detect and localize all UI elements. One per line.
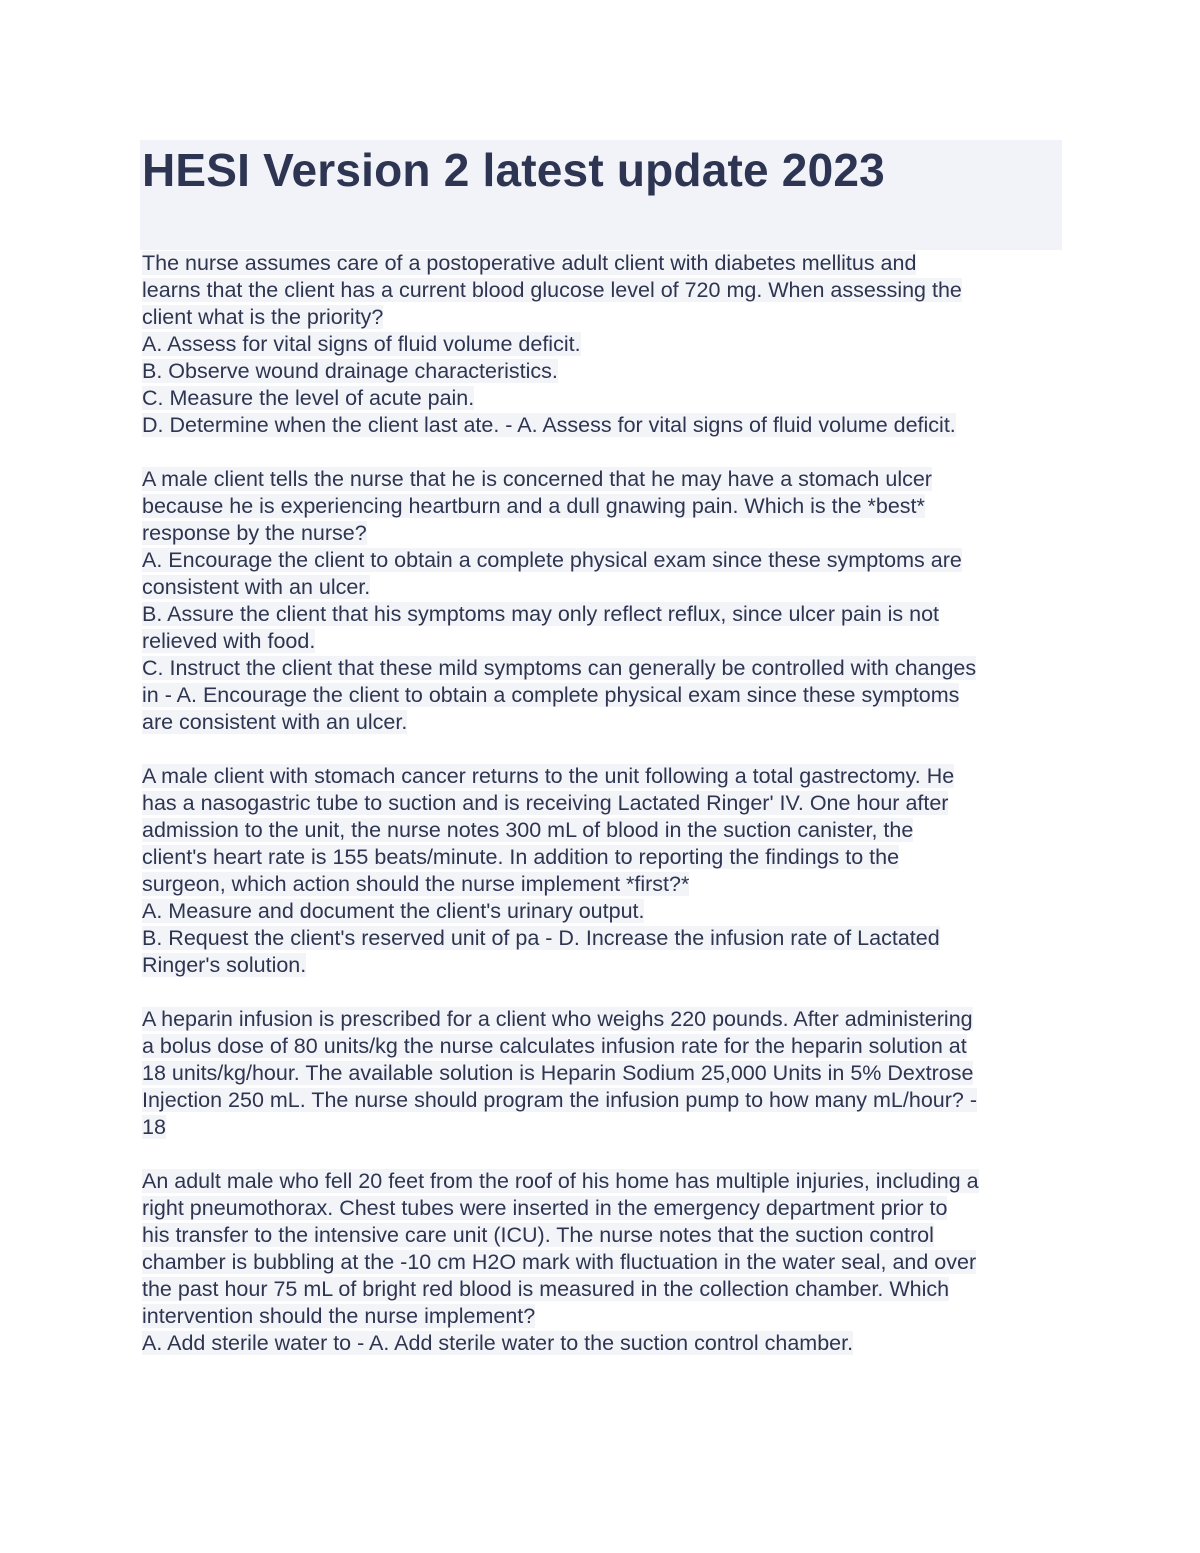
text-span: A. Assess for vital signs of fluid volume deficit.: [142, 332, 581, 356]
text-span: the past hour 75 mL of bright red blood is measured in the collection chamber. Which: [142, 1277, 950, 1301]
text-line: [142, 1114, 1062, 1141]
question-block-3: [142, 763, 1062, 979]
text-span: client what is the priority?: [142, 305, 384, 329]
text-line: [142, 358, 1062, 385]
text-span: a bolus dose of 80 units/kg the nurse calculates infusion rate for the heparin solution at: [142, 1034, 967, 1058]
text-line: [142, 547, 1062, 574]
text-line: [142, 763, 1062, 790]
text-line: [142, 1033, 1062, 1060]
text-span: right pneumothorax. Chest tubes were inserted in the emergency department prior to: [142, 1196, 948, 1220]
text-line: [142, 898, 1062, 925]
text-span: An adult male who fell 20 feet from the roof of his home has multiple injuries, including a: [142, 1169, 979, 1193]
text-span: relieved with food.: [142, 629, 316, 653]
text-span: A. Add sterile water to - A. Add sterile water to the suction control chamber.: [142, 1331, 854, 1355]
text-line: [142, 655, 1062, 682]
text-span: learns that the client has a current blood glucose level of 720 mg. When assessing the: [142, 278, 962, 302]
text-line: [142, 925, 1062, 952]
text-line: [142, 1087, 1062, 1114]
text-span: his transfer to the intensive care unit (ICU). The nurse notes that the suction control: [142, 1223, 934, 1247]
text-line: [142, 817, 1062, 844]
text-line: [142, 844, 1062, 871]
text-line: [142, 682, 1062, 709]
text-span: A male client with stomach cancer returns to the unit following a total gastrectomy. He: [142, 764, 955, 788]
text-span: chamber is bubbling at the -10 cm H2O mark with fluctuation in the water seal, and over: [142, 1250, 977, 1274]
text-line: [142, 1249, 1062, 1276]
text-span: D. Determine when the client last ate. - A. Assess for vital signs of fluid volume deficit.: [142, 413, 956, 437]
text-line: [142, 1168, 1062, 1195]
text-span: because he is experiencing heartburn and a dull gnawing pain. Which is the *best*: [142, 494, 925, 518]
text-span: intervention should the nurse implement?: [142, 1304, 536, 1328]
text-span: 18 units/kg/hour. The available solution is Heparin Sodium 25,000 Units in 5% Dextrose: [142, 1061, 974, 1085]
text-span: A male client tells the nurse that he is concerned that he may have a stomach ulcer: [142, 467, 932, 491]
text-span: A. Measure and document the client's urinary output.: [142, 899, 645, 923]
text-span: A. Encourage the client to obtain a complete physical exam since these symptoms are: [142, 548, 962, 572]
text-line: [142, 601, 1062, 628]
text-span: admission to the unit, the nurse notes 300 mL of blood in the suction canister, the: [142, 818, 914, 842]
text-span: client's heart rate is 155 beats/minute. In addition to reporting the findings to the: [142, 845, 900, 869]
text-line: [142, 871, 1062, 898]
question-block-1: [142, 250, 1062, 439]
text-span: C. Instruct the client that these mild symptoms can generally be controlled with changes: [142, 656, 977, 680]
text-line: [142, 412, 1062, 439]
text-span: Ringer's solution.: [142, 953, 307, 977]
text-line: [142, 250, 1062, 277]
text-line: [142, 628, 1062, 655]
text-line: [142, 1222, 1062, 1249]
text-span: are consistent with an ulcer.: [142, 710, 408, 734]
document-body: [142, 250, 1062, 1384]
text-line: [142, 709, 1062, 736]
question-block-4: [142, 1006, 1062, 1141]
text-line: [142, 1276, 1062, 1303]
text-line: [142, 1303, 1062, 1330]
text-line: [142, 304, 1062, 331]
question-block-2: [142, 466, 1062, 736]
text-span: C. Measure the level of acute pain.: [142, 386, 475, 410]
text-line: [142, 520, 1062, 547]
text-span: surgeon, which action should the nurse implement *first?*: [142, 872, 690, 896]
text-line: [142, 1330, 1062, 1357]
text-span: A heparin infusion is prescribed for a client who weighs 220 pounds. After administering: [142, 1007, 973, 1031]
text-span: has a nasogastric tube to suction and is receiving Lactated Ringer' IV. One hour after: [142, 791, 949, 815]
text-line: [142, 1006, 1062, 1033]
text-line: [142, 1195, 1062, 1222]
text-span: B. Assure the client that his symptoms may only reflect reflux, since ulcer pain is not: [142, 602, 940, 626]
document-title: HESI Version 2 latest update 2023: [142, 144, 885, 196]
text-span: consistent with an ulcer.: [142, 575, 371, 599]
text-line: [142, 466, 1062, 493]
text-span: B. Request the client's reserved unit of pa - D. Increase the infusion rate of Lactated: [142, 926, 940, 950]
text-span: response by the nurse?: [142, 521, 367, 545]
text-line: [142, 277, 1062, 304]
text-span: B. Observe wound drainage characteristics.: [142, 359, 558, 383]
text-line: [142, 952, 1062, 979]
question-block-5: [142, 1168, 1062, 1357]
text-line: [142, 574, 1062, 601]
text-line: [142, 493, 1062, 520]
text-line: [142, 331, 1062, 358]
text-line: [142, 1060, 1062, 1087]
text-span: Injection 250 mL. The nurse should program the infusion pump to how many mL/hour? -: [142, 1088, 977, 1112]
text-line: [142, 790, 1062, 817]
text-line: [142, 385, 1062, 412]
text-span: The nurse assumes care of a postoperative adult client with diabetes mellitus and: [142, 251, 917, 275]
text-span: in - A. Encourage the client to obtain a complete physical exam since these symptoms: [142, 683, 960, 707]
text-span: 18: [142, 1115, 166, 1139]
